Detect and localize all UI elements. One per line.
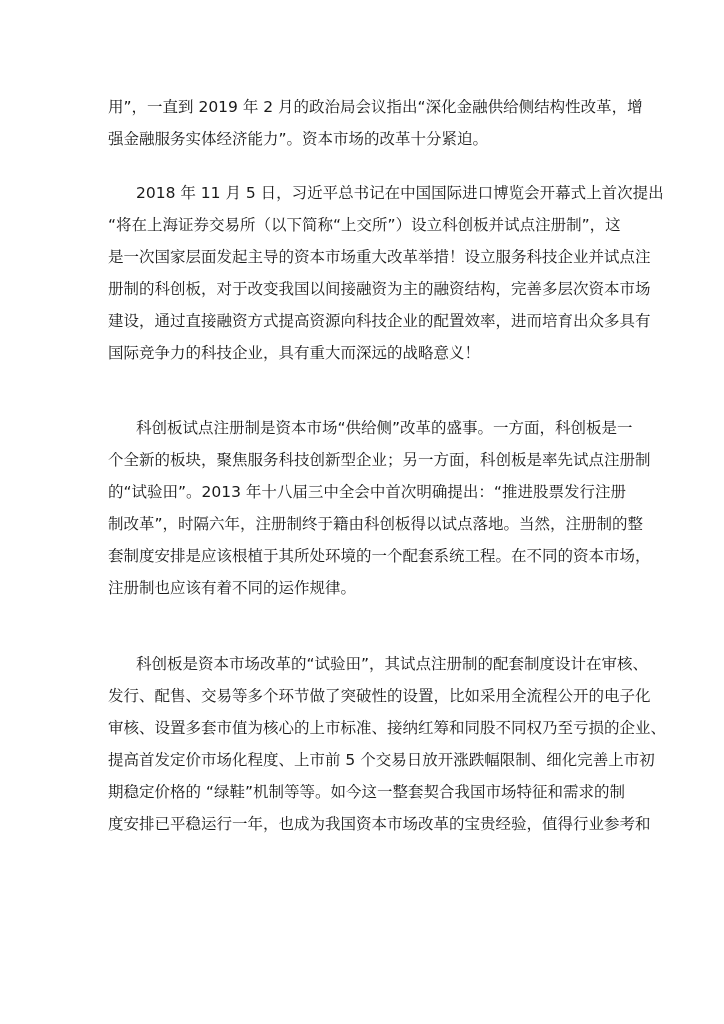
paragraph-2 xyxy=(108,177,664,369)
paragraph-line: 期稳定价格的 “绿鞋”机制等等。如今这一整套契合我国市场特征和需求的制 xyxy=(108,783,625,801)
paragraph-line: 国际竞争力的科技企业，具有重大而深远的战略意义！ xyxy=(108,344,481,362)
paragraph-line: 的“试验田”。2013 年十八届三中全会中首次明确提出：“推进股票发行注册 xyxy=(108,483,626,501)
paragraph-line: 制改革”，时隔六年，注册制终于籍由科创板得以试点落地。当然，注册制的整 xyxy=(108,515,644,533)
paragraph-line: 个全新的板块，聚焦服务科技创新型企业；另一方面，科创板是率先试点注册制 xyxy=(108,451,651,469)
paragraph-line: 2018 年 11 月 5 日，习近平总书记在中国国际进口博览会开幕式上首次提出 xyxy=(136,184,664,202)
paragraph-line: 度安排已平稳运行一年，也成为我国资本市场改革的宝贵经验，值得行业参考和 xyxy=(108,815,651,833)
paragraph-line: “将在上海证券交易所（以下简称“上交所”）设立科创板并试点注册制”，这 xyxy=(108,216,621,234)
paragraph-line: 科创板试点注册制是资本市场“供给侧”改革的盛事。一方面，科创板是一 xyxy=(136,419,633,437)
paragraph-line: 审核、设置多套市值为核心的上市标准、接纳红筹和同股不同权乃至亏损的企业、 xyxy=(108,719,667,737)
paragraph-3 xyxy=(108,412,651,604)
paragraph-line: 用”，一直到 2019 年 2 月的政治局会议指出“深化金融供给侧结构性改革，增 xyxy=(108,98,643,116)
paragraph-line: 册制的科创板，对于改变我国以间接融资为主的融资结构，完善多层次资本市场 xyxy=(108,280,651,298)
paragraph-line: 发行、配售、交易等多个环节做了突破性的设置，比如采用全流程公开的电子化 xyxy=(108,687,651,705)
paragraph-line: 套制度安排是应该根植于其所处环境的一个配套系统工程。在不同的资本市场， xyxy=(108,547,651,565)
paragraph-line: 注册制也应该有着不同的运作规律。 xyxy=(108,579,357,597)
paragraph-line: 强金融服务实体经济能力”。资本市场的改革十分紧迫。 xyxy=(108,130,489,148)
paragraph-line: 提高首发定价市场化程度、上市前 5 个交易日放开涨跌幅限制、细化完善上市初 xyxy=(108,751,655,769)
paragraph-4 xyxy=(108,648,667,840)
paragraph-line: 科创板是资本市场改革的“试验田”，其试点注册制的配套制度设计在审核、 xyxy=(136,655,649,673)
paragraph-line: 是一次国家层面发起主导的资本市场重大改革举措！设立服务科技企业并试点注 xyxy=(108,248,651,266)
paragraph-1 xyxy=(108,91,643,155)
paragraph-line: 建设，通过直接融资方式提高资源向科技企业的配置效率，进而培育出众多具有 xyxy=(108,312,651,330)
